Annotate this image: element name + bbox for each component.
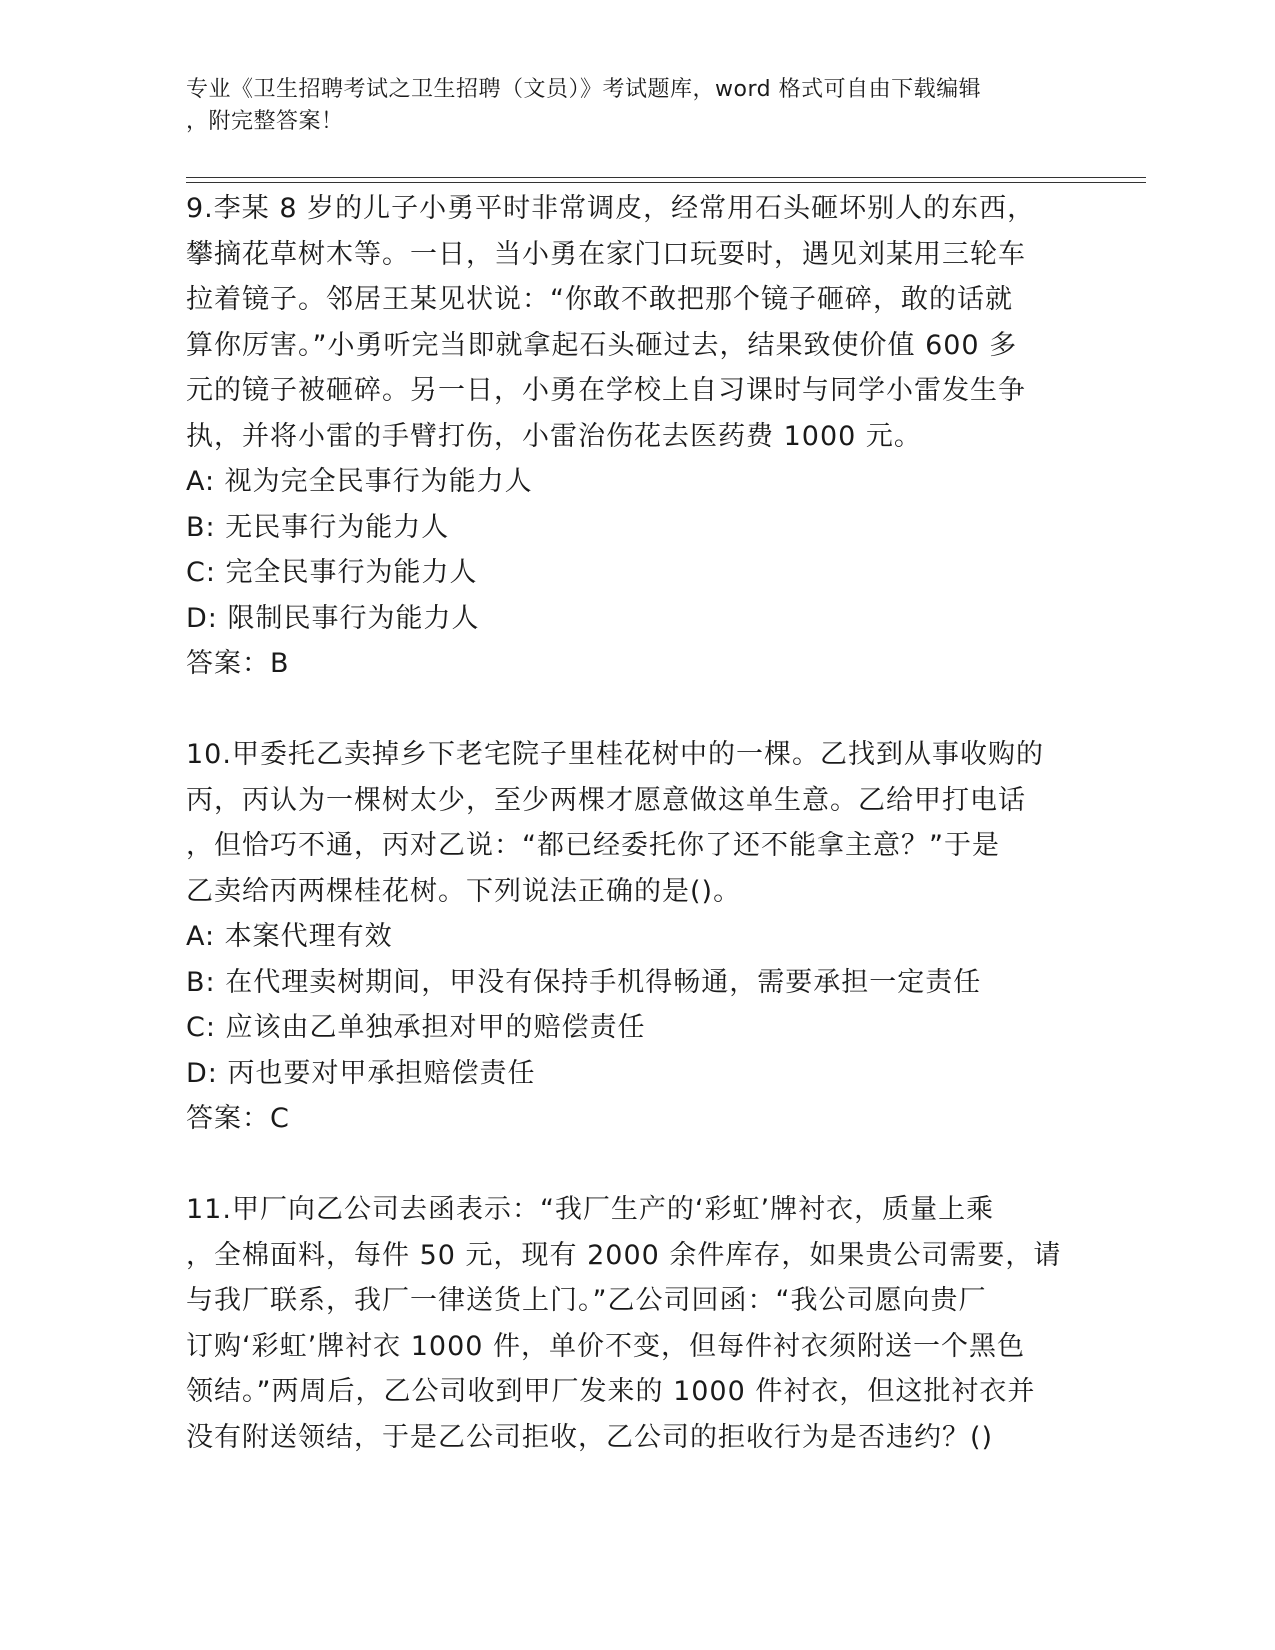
question-text-line: 元的镜子被砸碎。另一日，小勇在学校上自习课时与同学小雷发生争 — [186, 375, 1026, 406]
question-9 — [186, 186, 1086, 687]
question-text-line: 10.甲委托乙卖掉乡下老宅院子里桂花树中的一棵。乙找到从事收购的 — [186, 739, 1044, 770]
question-text-line: 乙卖给丙两棵桂花树。下列说法正确的是()。 — [186, 875, 742, 907]
option-b: B: 在代理卖树期间，甲没有保持手机得畅通，需要承担一定责任 — [186, 966, 982, 998]
question-text-line: 没有附送领结，于是乙公司拒收，乙公司的拒收行为是否违约？() — [186, 1421, 994, 1453]
question-11 — [186, 1187, 1086, 1460]
question-text-line: ，但恰巧不通，丙对乙说：“都已经委托你了还不能拿主意？”于是 — [186, 830, 1000, 861]
header-divider-top — [186, 177, 1146, 178]
option-d: D: 限制民事行为能力人 — [186, 602, 480, 634]
question-text-line: 丙，丙认为一棵树太少，至少两棵才愿意做这单生意。乙给甲打电话 — [186, 784, 1026, 816]
option-c: C: 应该由乙单独承担对甲的赔偿责任 — [186, 1012, 646, 1043]
header-line-2: ，附完整答案！ — [186, 109, 344, 134]
question-text-line: 拉着镜子。邻居王某见状说：“你敢不敢把那个镜子砸碎，敢的话就 — [186, 284, 1013, 315]
option-a: A: 视为完全民事行为能力人 — [186, 466, 533, 497]
header-divider-bottom — [186, 182, 1146, 183]
question-text-line: 9.李某 8 岁的儿子小勇平时非常调皮，经常用石头砸坏别人的东西， — [186, 193, 1036, 224]
answer-label: 答案：C — [186, 1103, 290, 1134]
spacer — [186, 687, 1086, 733]
question-text-line: 11.甲厂向乙公司去函表示：“我厂生产的‘彩虹’牌衬衣，质量上乘 — [186, 1194, 995, 1225]
question-text-line: 领结。”两周后，乙公司收到甲厂发来的 1000 件衬衣，但这批衬衣并 — [186, 1376, 1036, 1407]
answer-label: 答案：B — [186, 648, 290, 679]
option-a: A: 本案代理有效 — [186, 921, 393, 952]
option-d: D: 丙也要对甲承担赔偿责任 — [186, 1057, 536, 1089]
question-list — [186, 186, 1086, 1460]
question-text-line: ，全棉面料，每件 50 元，现有 2000 余件库存，如果贵公司需要，请 — [186, 1239, 1062, 1271]
header-line-1: 专业《卫生招聘考试之卫生招聘（文员）》考试题库，word 格式可自由下载编辑 — [186, 77, 982, 102]
option-b: B: 无民事行为能力人 — [186, 511, 450, 543]
spacer — [186, 1142, 1086, 1188]
question-text-line: 与我厂联系，我厂一律送货上门。”乙公司回函：“我公司愿向贵厂 — [186, 1285, 987, 1316]
question-10 — [186, 732, 1086, 1142]
document-header — [186, 74, 1066, 138]
question-text-line: 攀摘花草树木等。一日，当小勇在家门口玩耍时，遇见刘某用三轮车 — [186, 238, 1026, 270]
question-text-line: 执，并将小雷的手臂打伤，小雷治伤花去医药费 1000 元。 — [186, 420, 922, 452]
option-c: C: 完全民事行为能力人 — [186, 557, 478, 588]
question-text-line: 算你厉害。”小勇听完当即就拿起石头砸过去，结果致使价值 600 多 — [186, 329, 1018, 361]
question-text-line: 订购‘彩虹’牌衬衣 1000 件，单价不变，但每件衬衣须附送一个黑色 — [186, 1330, 1026, 1362]
